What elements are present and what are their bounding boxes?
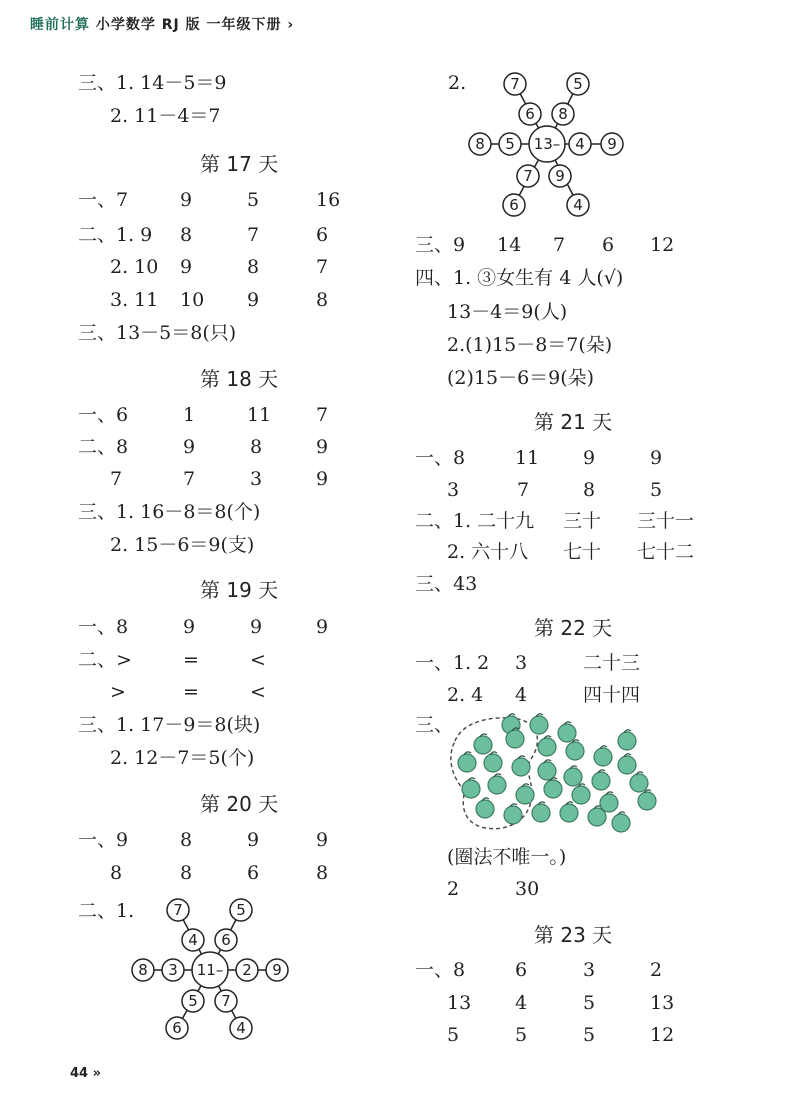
fruit-icon xyxy=(512,758,530,776)
answer-cell: 一、7 xyxy=(78,189,129,211)
answer-cell: 6 xyxy=(602,234,615,256)
answer-line: 13－4＝9(人) xyxy=(447,301,568,323)
answer-cell: 3 xyxy=(515,652,528,674)
book-title: 睡前计算 xyxy=(30,17,90,33)
answer-cell: > xyxy=(110,681,126,703)
fruit-icon xyxy=(544,780,562,798)
fruit-icon xyxy=(630,774,648,792)
answer-line: 三、1. 14－5＝9 xyxy=(78,72,227,94)
answer-cell: 七十 xyxy=(563,541,602,563)
answer-cell: 9 xyxy=(250,616,263,638)
petal-value: 4 xyxy=(573,196,583,214)
petal-value: 6 xyxy=(525,105,535,123)
page-number xyxy=(70,1066,101,1081)
answer-line: 三、 xyxy=(415,714,454,736)
answer-cell: 13 xyxy=(447,992,472,1014)
answer-cell: 9 xyxy=(650,447,663,469)
day-title: 第 18 天 xyxy=(200,367,279,391)
answer-cell: 5 xyxy=(583,992,596,1014)
subtraction-flower-diagram xyxy=(462,72,632,212)
petal-value: 4 xyxy=(236,1019,246,1037)
answer-line: 2. xyxy=(448,72,467,94)
fruit-icon xyxy=(560,804,578,822)
fruit-icon xyxy=(612,814,630,832)
fruit-icon xyxy=(558,724,576,742)
answer-cell: 1 xyxy=(183,404,196,426)
answer-cell: 一、8 xyxy=(78,616,129,638)
fruit-icon xyxy=(474,736,492,754)
answer-cell: = xyxy=(183,681,199,703)
answer-cell: 一、8 xyxy=(415,959,466,981)
answer-cell: 8 xyxy=(110,862,123,884)
answer-cell: 7 xyxy=(247,224,260,246)
answer-cell: 3. 11 xyxy=(110,289,159,311)
answer-cell: 二、1. 二十九 xyxy=(415,510,535,532)
answer-cell: 13 xyxy=(650,992,675,1014)
fruit-icon xyxy=(538,762,556,780)
petal-value: 2 xyxy=(242,961,252,979)
petal-value: 8 xyxy=(475,135,485,153)
answer-cell: 一、6 xyxy=(78,404,129,426)
day-title: 第 19 天 xyxy=(200,578,279,602)
answer-cell: 2. 六十八 xyxy=(447,541,529,563)
answer-cell: 8 xyxy=(316,289,329,311)
answer-cell: 3 xyxy=(583,959,596,981)
answer-cell: 5 xyxy=(515,1024,528,1046)
fruit-icon xyxy=(594,748,612,766)
fruit-group xyxy=(458,714,656,832)
grade-label: 一年级下册 xyxy=(206,17,282,33)
answer-cell: 2 xyxy=(650,959,663,981)
answer-cell: 8 xyxy=(180,862,193,884)
answer-cell: 9 xyxy=(316,616,329,638)
answer-cell: 2 xyxy=(447,878,460,900)
answer-cell: 7 xyxy=(183,468,196,490)
answer-cell: 2. 10 xyxy=(110,256,159,278)
answer-cell: 12 xyxy=(650,1024,675,1046)
fruit-icon xyxy=(618,732,636,750)
answer-cell: 9 xyxy=(316,468,329,490)
answer-cell: 二十三 xyxy=(583,652,641,674)
answer-cell: 9 xyxy=(316,436,329,458)
answer-cell: < xyxy=(250,681,266,703)
answer-line: (圈法不唯一。) xyxy=(447,846,567,868)
answer-cell: 8 xyxy=(316,862,329,884)
subject-label: 小学数学 RJ 版 xyxy=(95,17,201,33)
day-title: 第 23 天 xyxy=(534,923,613,947)
petal-value: 9 xyxy=(272,961,282,979)
answer-cell: 七十二 xyxy=(637,541,695,563)
answer-cell: 6 xyxy=(247,862,260,884)
fruit-icon xyxy=(484,754,502,772)
answer-line: 2.(1)15－8＝7(朵) xyxy=(447,334,613,356)
fruit-icon xyxy=(538,738,556,756)
day-title: 第 21 天 xyxy=(534,410,613,434)
petal-value: 8 xyxy=(558,105,568,123)
answer-cell: 6 xyxy=(515,959,528,981)
answer-cell: 4 xyxy=(515,684,528,706)
answer-cell: 5 xyxy=(650,479,663,501)
petal-value: 7 xyxy=(510,75,520,93)
petal-value: 5 xyxy=(236,901,246,919)
answer-cell: 二、1. 9 xyxy=(78,224,153,246)
answer-cell: 14 xyxy=(497,234,522,256)
answer-cell: 8 xyxy=(250,436,263,458)
answer-cell: 2. 4 xyxy=(447,684,484,706)
petal-value: 5 xyxy=(573,75,583,93)
petal-value: 5 xyxy=(505,135,515,153)
answer-cell: 8 xyxy=(180,829,193,851)
answer-cell: 8 xyxy=(180,224,193,246)
answer-cell: 7 xyxy=(110,468,123,490)
answer-cell: 7 xyxy=(553,234,566,256)
answer-line: (2)15－6＝9(朵) xyxy=(447,367,595,389)
fruit-icon xyxy=(488,776,506,794)
fruit-icon xyxy=(530,716,548,734)
center-value: 11– xyxy=(196,961,224,979)
answer-cell: 3 xyxy=(250,468,263,490)
answer-cell: 9 xyxy=(183,436,196,458)
answer-cell: 7 xyxy=(517,479,530,501)
answer-cell: 一、9 xyxy=(78,829,129,851)
answer-cell: 5 xyxy=(247,189,260,211)
answer-cell: 三十 xyxy=(563,510,602,532)
answer-line: 三、43 xyxy=(415,573,478,595)
answer-cell: 4 xyxy=(515,992,528,1014)
fruit-icon xyxy=(588,808,606,826)
answer-cell: 11 xyxy=(515,447,540,469)
answer-cell: 三、9 xyxy=(415,234,466,256)
fruit-icon xyxy=(516,786,534,804)
answer-line: 三、1. 17－9＝8(块) xyxy=(78,714,261,736)
answer-cell: 3 xyxy=(447,479,460,501)
answer-cell: 9 xyxy=(247,829,260,851)
answer-cell: 9 xyxy=(183,616,196,638)
answer-cell: 9 xyxy=(180,256,193,278)
fruit-icon xyxy=(572,786,590,804)
fruit-icon xyxy=(564,768,582,786)
fruit-icon xyxy=(638,792,656,810)
fruit-grouping-illustration xyxy=(443,711,673,836)
answer-cell: 6 xyxy=(316,224,329,246)
day-title: 第 17 天 xyxy=(200,152,279,176)
answer-cell: 16 xyxy=(316,189,341,211)
page-number-value: 44 xyxy=(70,1066,89,1081)
petal-value: 9 xyxy=(607,135,617,153)
answer-cell: 5 xyxy=(447,1024,460,1046)
answer-cell: 7 xyxy=(316,256,329,278)
page-header xyxy=(30,14,294,34)
answer-cell: < xyxy=(250,649,266,671)
answer-cell: 二、8 xyxy=(78,436,129,458)
petal-value: 6 xyxy=(509,196,519,214)
header-arrow-icon: › xyxy=(287,17,295,33)
answer-cell: 三十一 xyxy=(637,510,695,532)
answer-cell: 9 xyxy=(316,829,329,851)
answer-cell: 二、> xyxy=(78,649,132,671)
answer-cell: 7 xyxy=(316,404,329,426)
petal-value: 7 xyxy=(173,901,183,919)
answer-line: 四、1. ③女生有 4 人(√) xyxy=(415,267,624,289)
answer-cell: 一、8 xyxy=(415,447,466,469)
answer-line: 三、1. 16－8＝8(个) xyxy=(78,501,261,523)
answer-cell: 12 xyxy=(650,234,675,256)
answer-cell: 9 xyxy=(247,289,260,311)
petal-value: 7 xyxy=(523,167,533,185)
answer-cell: 11 xyxy=(247,404,272,426)
answer-cell: 一、1. 2 xyxy=(415,652,490,674)
answer-line: 2. 11－4＝7 xyxy=(110,105,221,127)
answer-line: 2. 12－7＝5(个) xyxy=(110,747,255,769)
answer-cell: 8 xyxy=(247,256,260,278)
petal-value: 7 xyxy=(221,992,231,1010)
answer-cell: 8 xyxy=(583,479,596,501)
fruit-icon xyxy=(506,730,524,748)
fruit-icon xyxy=(462,780,480,798)
petal-value: 3 xyxy=(168,961,178,979)
answer-cell: 10 xyxy=(180,289,205,311)
fruit-icon xyxy=(592,772,610,790)
fruit-icon xyxy=(566,742,584,760)
day-title: 第 22 天 xyxy=(534,616,613,640)
petal-value: 8 xyxy=(138,961,148,979)
fruit-icon xyxy=(476,800,494,818)
fruit-icon xyxy=(618,756,636,774)
answer-line: 三、13－5＝8(只) xyxy=(78,322,237,344)
answer-cell: = xyxy=(183,649,199,671)
petal-value: 6 xyxy=(172,1019,182,1037)
subtraction-flower-diagram xyxy=(125,898,295,1038)
fruit-icon xyxy=(458,754,476,772)
petal-value: 6 xyxy=(221,931,231,949)
answer-line: 二、1. xyxy=(78,900,135,922)
answer-cell: 9 xyxy=(583,447,596,469)
answer-cell: 5 xyxy=(583,1024,596,1046)
petal-value: 4 xyxy=(575,135,585,153)
answer-cell: 30 xyxy=(515,878,540,900)
fruit-icon xyxy=(532,804,550,822)
answer-line: 2. 15－6＝9(支) xyxy=(110,534,255,556)
center-value: 13– xyxy=(533,135,561,153)
petal-value: 9 xyxy=(555,167,565,185)
answer-cell: 9 xyxy=(180,189,193,211)
petal-value: 5 xyxy=(188,992,198,1010)
page-arrow-icon: » xyxy=(92,1066,102,1081)
fruit-icon xyxy=(504,806,522,824)
day-title: 第 20 天 xyxy=(200,792,279,816)
answer-cell: 四十四 xyxy=(583,684,641,706)
petal-value: 4 xyxy=(188,931,198,949)
